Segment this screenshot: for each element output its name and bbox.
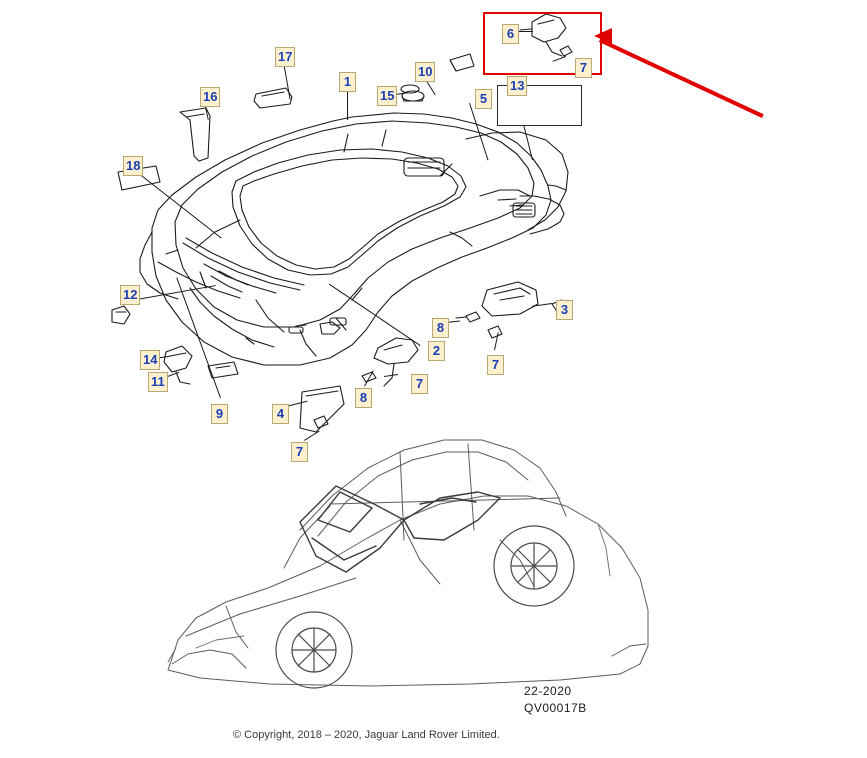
leader-18 <box>134 170 221 239</box>
leader-9 <box>176 277 221 398</box>
callout-7-c[interactable]: 7 <box>411 374 428 394</box>
callout-9[interactable]: 9 <box>211 404 228 424</box>
drawing-number: QV00017B <box>524 701 587 715</box>
annotation-arrow-head <box>594 28 612 44</box>
callout-14[interactable]: 14 <box>140 350 160 370</box>
callout-2[interactable]: 2 <box>428 341 445 361</box>
leader-7d <box>304 430 320 440</box>
callout-5[interactable]: 5 <box>475 89 492 109</box>
callout-7-d[interactable]: 7 <box>291 442 308 462</box>
leader-4 <box>286 401 308 407</box>
callout-10[interactable]: 10 <box>415 62 435 82</box>
leader-2 <box>329 284 421 346</box>
leader-5 <box>469 103 488 160</box>
callout-7-b[interactable]: 7 <box>487 355 504 375</box>
annotation-arrow-line <box>599 38 764 118</box>
callout-4[interactable]: 4 <box>272 404 289 424</box>
leader-8b <box>364 370 374 386</box>
callout-1[interactable]: 1 <box>339 72 356 92</box>
part-plate-number: 22-2020 <box>524 684 572 698</box>
callout-18[interactable]: 18 <box>123 156 143 176</box>
leader-17 <box>283 62 291 100</box>
callout-6[interactable]: 6 <box>502 24 519 44</box>
leader-3 <box>532 303 552 307</box>
callout-11[interactable]: 11 <box>148 372 168 392</box>
callout-8-a[interactable]: 8 <box>432 318 449 338</box>
copyright-notice: © Copyright, 2018 – 2020, Jaguar Land Rover Limited. <box>233 729 500 741</box>
callout-16[interactable]: 16 <box>200 87 220 107</box>
leader-12 <box>131 285 216 301</box>
callout-15[interactable]: 15 <box>377 86 397 106</box>
leader-7c <box>384 374 398 377</box>
callout-12[interactable]: 12 <box>120 285 140 305</box>
callout-17[interactable]: 17 <box>275 47 295 67</box>
callout-8-b[interactable]: 8 <box>355 388 372 408</box>
callout-13[interactable]: 13 <box>507 76 527 96</box>
callout-7-a[interactable]: 7 <box>575 58 592 78</box>
callout-3[interactable]: 3 <box>556 300 573 320</box>
leader-7b <box>494 332 499 350</box>
